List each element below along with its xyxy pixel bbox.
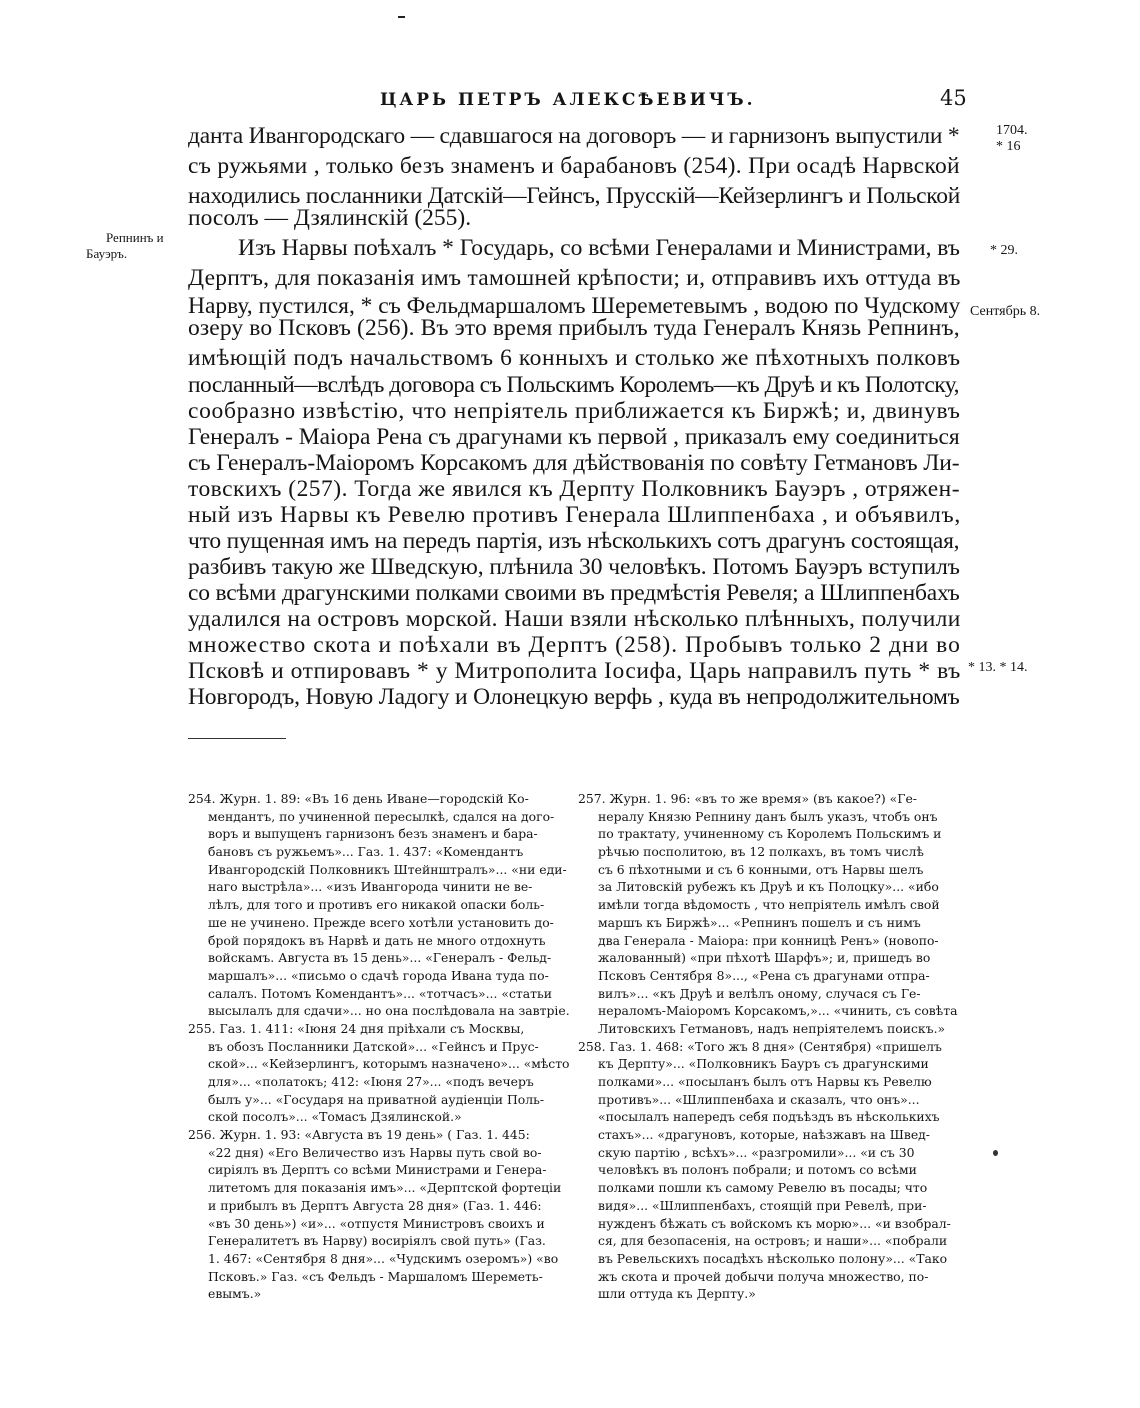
margin-date: * 13. * 14.: [968, 660, 1028, 675]
main-text-line: товскихъ (257). Тогда же явился къ Дерпту Полковникъ Бауэръ , отряжен-: [188, 476, 961, 502]
footnote-line: два Генерала - Маіора: при конницѣ Ренъ» (новопо-: [598, 932, 939, 948]
footnote-line: нералу Князю Репнину данъ былъ указъ, чтобъ онъ: [598, 808, 938, 824]
margin-date: * 16: [996, 139, 1021, 154]
footnote-line: «въ 30 день») «и»... «отпустя Министровъ своихъ и: [208, 1215, 545, 1231]
main-text-line: Новгородъ, Новую Ладогу и Олонецкую верфь , куда въ непродолжительномъ: [188, 684, 960, 710]
footnote-separator: [188, 738, 286, 739]
footnote-line: ше не учинено. Прежде всего хотѣли установить до-: [208, 914, 554, 930]
footnotes-right-column: [578, 790, 968, 1303]
footnote-line: Ивангородскій Полковникъ Штейнштралъ»... «ни еди-: [208, 861, 567, 877]
footnote-line: 1. 467: «Сентября 8 дня»... «Чудскимъ озеромъ») «во: [208, 1250, 559, 1266]
ink-speck: [993, 1150, 998, 1156]
footnote-line: бановъ съ ружьемъ»... Газ. 1. 437: «Комендантъ: [208, 844, 524, 860]
margin-note-left: [86, 230, 164, 262]
footnote-line: салалъ. Потомъ Комендантъ»... «тотчасъ»... «статьи: [208, 985, 552, 1001]
footnote-line: человѣкъ въ полонъ побрали; и потомъ со всѣми: [598, 1162, 917, 1178]
footnote-line: по трактату, учиненному съ Королемъ Польскимъ и: [598, 826, 942, 842]
main-text-line: Псковѣ и отпировавъ * у Митрополита Іосифа, Царь направилъ путь * въ: [188, 658, 961, 684]
main-text-line: Изъ Нарвы поѣхалъ * Государь, со всѣми Генералами и Министрами, въ: [238, 235, 960, 261]
margin-year: 1704.: [996, 123, 1028, 138]
footnote-line: 257. Журн. 1. 96: «въ то же время» (въ какое?) «Ге-: [578, 791, 917, 806]
footnote-line: высылалъ для сдачи»... но она послѣдовала на завтріе.: [208, 1003, 570, 1019]
footnote-line: былъ у»... «Государя на приватной аудіенціи Поль-: [208, 1091, 545, 1107]
main-text-line: сообразно извѣстію, что непріятель приближается къ Биржѣ; и, двинувъ: [188, 398, 961, 424]
main-text-line: со всѣми драгунскими полками своими въ предмѣстія Ревеля; а Шлиппенбахъ: [188, 580, 960, 606]
footnote-line: ской»... «Кейзерлингъ, которымъ назначено»... «мѣсто: [208, 1056, 570, 1072]
footnote-line: рѣчью посполитою, въ 12 полкахъ, въ томъ числѣ: [598, 844, 924, 860]
footnote-line: наго выстрѣла»... «изъ Ивангорода чинити не ве-: [208, 879, 533, 895]
page-number: 45: [940, 86, 967, 110]
footnote-line: скую партію , всѣхъ»... «разгромили»... «и съ 30: [598, 1144, 915, 1160]
footnote-line: сиріялъ въ Дерптъ со всѣми Министрами и Генера-: [208, 1162, 547, 1178]
footnote-line: воръ и выпущенъ гарнизонъ безъ знаменъ и бара-: [208, 826, 538, 842]
main-text-line: что пущенная имъ на передъ партія, изъ нѣсколькихъ сотъ драгунъ состоящая,: [188, 528, 960, 554]
margin-date: * 29.: [990, 243, 1018, 258]
main-text-line: имѣющій подъ начальствомъ 6 конныхъ и столько же пѣхотныхъ полковъ: [188, 345, 961, 371]
footnote-line: стахъ»... «драгуновъ, которые, наѣзжавъ на Швед-: [598, 1127, 930, 1143]
footnote-line: жалованный) «при пѣхотѣ Шарфъ»; и, пришедъ во: [598, 950, 931, 966]
footnote-line: къ Дерпту»... «Полковникъ Бауръ съ драгунскими: [598, 1056, 929, 1072]
footnote-line: за Литовскій рубежъ къ Друѣ и къ Полоцку»... «ибо: [598, 879, 939, 895]
margin-date: Сентябрь 8.: [970, 304, 1041, 319]
main-text-line: посолъ — Дзялинскій (255).: [188, 205, 472, 231]
main-text-line: съ ружьями , только безъ знаменъ и барабановъ (254). При осадѣ Нарвской: [188, 153, 960, 179]
running-title: ЦАРЬ ПЕТРЪ АЛЕКСѢЕВИЧЪ.: [380, 90, 756, 110]
footnote-line: въ Ревельскихъ посадѣхъ нѣсколько полону»... «Тако: [598, 1250, 948, 1266]
footnote-line: противъ»... «Шлиппенбаха и сказалъ, что онъ»...: [598, 1091, 920, 1107]
main-text-line: множество скота и поѣхали въ Дерптъ (258). Пробывъ только 2 дни во: [188, 632, 961, 658]
top-mark: [398, 16, 405, 18]
main-text-line: ный изъ Нарвы къ Ревелю противъ Генерала Шлиппенбаха , и объявилъ,: [188, 502, 961, 528]
footnote-line: имѣли тогда вѣдомость , что непріятель имѣлъ свой: [598, 897, 940, 913]
footnote-line: войскамъ. Августа въ 15 день»... «Генералъ - Фельд-: [208, 950, 552, 966]
main-text-line: съ Генералъ-Маіоромъ Корсакомъ для дѣйствованія по совѣту Гетмановъ Ли-: [188, 450, 960, 476]
footnote-line: 258. Газ. 1. 468: «Того жъ 8 дня» (Сентября) «пришелъ: [578, 1038, 942, 1054]
main-text-line: удалился на островъ морской. Наши взяли нѣсколько плѣнныхъ, получили: [188, 606, 961, 632]
main-text-line: Дерптъ, для показанія имъ тамошней крѣпости; и, отправивъ ихъ оттуда въ: [188, 265, 961, 291]
footnote-line: маршалъ»... «письмо о сдачѣ города Ивана туда по-: [208, 967, 549, 983]
footnote-line: вилъ»... «къ Друѣ и велѣлъ оному, случася съ Ге-: [598, 985, 921, 1001]
main-text-line: Генералъ - Маіора Рена съ драгунами къ первой , приказалъ ему соединиться: [188, 424, 960, 450]
footnote-line: евымъ.»: [208, 1286, 262, 1302]
footnote-line: для»... «полатокъ; 412: «Іюня 27»... «подъ вечеръ: [208, 1074, 534, 1089]
footnote-line: шли оттуда къ Дерпту.»: [598, 1286, 756, 1302]
main-text-line: разбивъ такую же Шведскую, плѣнила 30 человѣкъ. Потомъ Бауэръ вступилъ: [188, 554, 960, 580]
main-text-line: данта Ивангородскаго — сдавшагося на договоръ — и гарнизонъ выпустили *: [188, 123, 960, 149]
footnote-line: нераломъ-Маіоромъ Корсакомъ,»... «чинить, съ совѣта: [598, 1003, 958, 1019]
footnote-line: ской посолъ»... «Томасъ Дзялинской.»: [208, 1109, 462, 1125]
footnote-line: литетомъ для показанія имъ»... «Дерптской фортеціи: [208, 1180, 562, 1196]
footnote-line: Литовскихъ Гетмановъ, надъ непріятелемъ поискъ.»: [598, 1020, 946, 1036]
footnote-line: и прибылъ въ Дерптъ Августа 28 дня» (Газ. 1. 446:: [208, 1197, 542, 1213]
footnote-line: полками»... «посыланъ былъ отъ Нарвы къ Ревелю: [598, 1074, 932, 1089]
footnote-line: «посылалъ напередъ себя подъѣздъ въ нѣсколькихъ: [598, 1109, 940, 1125]
footnote-line: полками пошли къ самому Ревелю въ посады; что: [598, 1180, 928, 1196]
footnote-line: лѣлъ, для того и противъ его никакой опаски боль-: [208, 897, 545, 913]
main-text-line: посланный—вслѣдъ договора съ Польскимъ Королемъ—къ Друѣ и къ Полотску,: [188, 372, 959, 398]
footnote-line: жъ скота и прочей добычи получа множество, по-: [598, 1268, 929, 1284]
footnote-line: Псковъ.» Газ. «съ Фельдъ - Маршаломъ Шереметь-: [208, 1268, 543, 1284]
main-text-line: находились посланники Датскій—Гейнсъ, Прусскій—Кейзерлингъ и Польской: [188, 183, 960, 209]
footnote-line: 256. Журн. 1. 93: «Августа въ 19 день» ( Газ. 1. 445:: [188, 1127, 530, 1143]
main-text-line: Нарву, пустился, * съ Фельдмаршаломъ Шереметевымъ , водою по Чудскому: [188, 293, 961, 319]
footnote-line: маршъ къ Биржѣ»... «Репнинъ пошелъ и съ нимъ: [598, 914, 921, 930]
footnote-line: въ обозъ Посланники Датской»... «Гейнсъ и Прус-: [208, 1038, 539, 1054]
footnote-line: видя»... «Шлиппенбахъ, стоящій при Ревелѣ, при-: [598, 1197, 927, 1213]
margin-note-line: Бауэръ.: [86, 246, 128, 261]
main-text-line: озеру во Псковъ (256). Въ это время прибылъ туда Генералъ Князь Репнинъ,: [188, 315, 960, 341]
footnote-line: мендантъ, по учиненной пересылкѣ, сдался на дого-: [208, 808, 555, 824]
footnote-line: «22 дня) «Его Величество изъ Нарвы путь свой во-: [208, 1144, 542, 1160]
footnote-line: нужденъ бѣжать съ войскомъ къ морю»... «и взобрал-: [598, 1215, 951, 1231]
footnote-line: 254. Журн. 1. 89: «Въ 16 день Иване—городскій Ко-: [188, 791, 529, 806]
footnote-line: Генералитетъ въ Нарву) восиріялъ свой путь» (Газ.: [208, 1233, 546, 1249]
margin-note-line: Репнинъ и: [106, 230, 164, 245]
footnote-line: брой порядокъ въ Нарвѣ и дать не много отдохнуть: [208, 932, 546, 948]
footnotes-left-column: [188, 790, 570, 1303]
footnote-line: Псковъ Сентября 8»..., «Рена съ драгунами отпра-: [598, 967, 930, 983]
footnote-line: ся, для безопасенія, на островъ; и наши»... «побрали: [598, 1233, 948, 1249]
footnote-line: 255. Газ. 1. 411: «Іюня 24 дня пріѣхали съ Москвы,: [188, 1020, 525, 1036]
footnote-line: съ 6 пѣхотными и съ 6 конными, отъ Нарвы шелъ: [598, 861, 924, 877]
